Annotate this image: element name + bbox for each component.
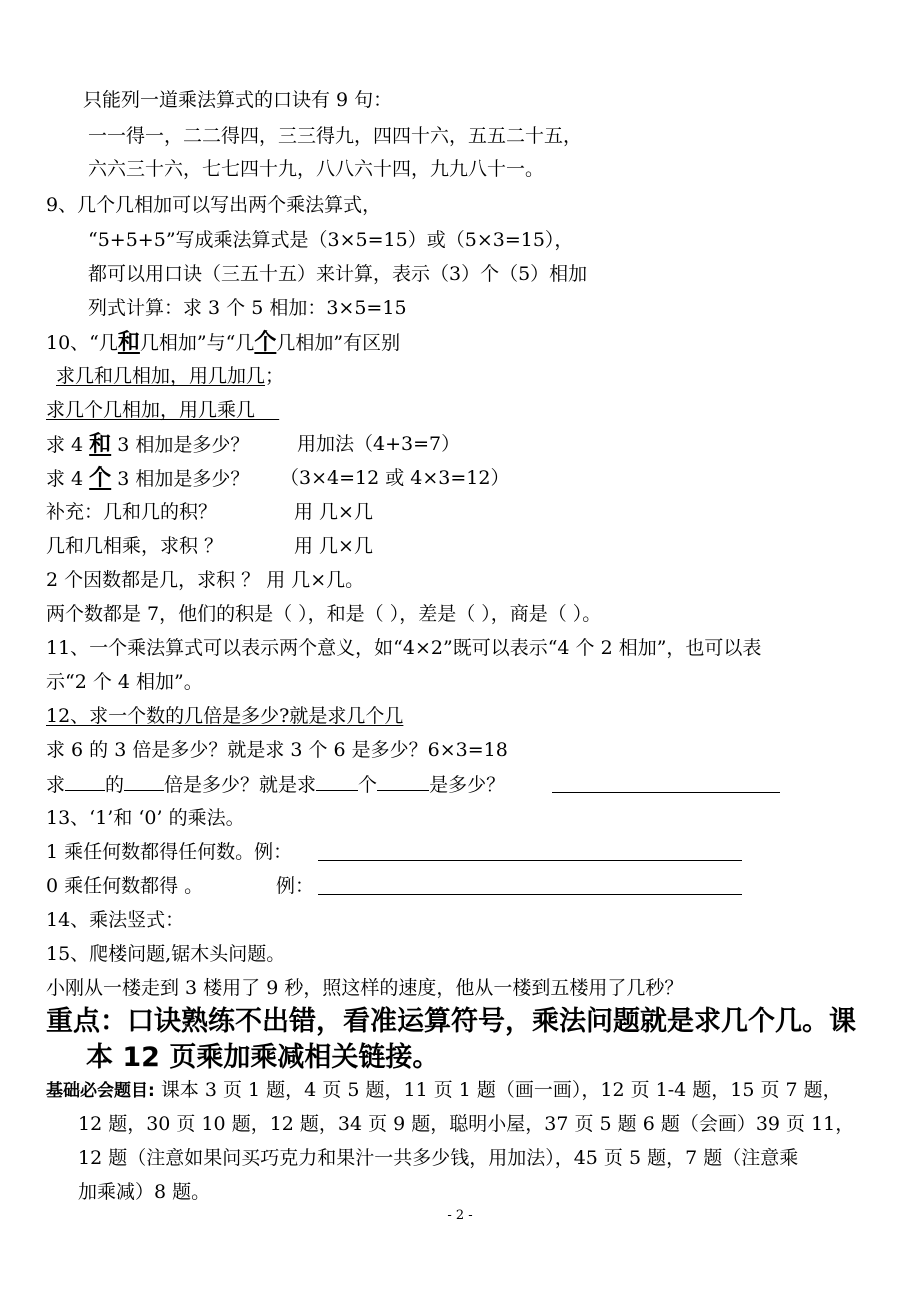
- text-segment: 10、“几: [46, 332, 118, 354]
- key-point-line: 重点：口诀熟练不出错，看准运算符号，乘法问题就是求几个几。课: [46, 1006, 856, 1037]
- basics-line: 12 题，30 页 10 题，12 题，34 页 9 题，聪明小屋，37 页 5 题 6 题（会画）39 页 11，: [78, 1113, 855, 1135]
- text-segment: 课本 3 页 1 题，4 页 5 题，11 页 1 题（画一画），12 页 1-4 题，15 页 7 题，: [154, 1079, 842, 1101]
- section-heading-14: 14、乘法竖式：: [46, 909, 185, 931]
- underlined-text: 12、求一个数的几倍是多少?就是求几个几: [46, 705, 404, 727]
- text-line: 用 几×几: [294, 535, 373, 557]
- blank-line: [316, 772, 358, 791]
- text-line: 六六三十六，七七四十九，八八六十四，九九八十一。: [88, 158, 545, 180]
- basics-line: [46, 1078, 842, 1103]
- basics-line: 12 题（注意如果问买巧克力和果汁一共多少钱，用加法），45 页 5 题，7 题（注意乘: [78, 1147, 799, 1169]
- section-heading-12: [46, 704, 403, 728]
- answer-blank: [318, 842, 742, 861]
- text-segment: 求 4: [46, 434, 90, 456]
- basics-label: 基础必会题目:: [46, 1081, 155, 1101]
- text-segment: 几相加”与“几: [139, 332, 255, 354]
- text-segment: 几相加”有区别: [276, 332, 401, 354]
- emphasis-ge: 个: [254, 329, 277, 355]
- underlined-text: 求几个几相加，用几乘几: [46, 399, 256, 421]
- text-line: 2 个因数都是几，求积 ？ 用 几×几。: [46, 569, 365, 591]
- section-heading-15: 15、爬楼问题,锯木头问题。: [46, 943, 286, 965]
- text-line: 0 乘任何数都得 。: [46, 875, 204, 897]
- text-line: 例：: [276, 875, 315, 897]
- text-line: 1 乘任何数都得任何数。例：: [46, 841, 293, 863]
- text-line: [46, 432, 249, 457]
- answer-blank: [318, 876, 742, 895]
- section-heading-9: 9、几个几相加可以写出两个乘法算式，: [46, 194, 382, 216]
- text-line: [46, 466, 249, 491]
- text-line: 两个数都是 7，他们的积是（ ），和是（ ），差是（ ），商是（ ）。: [46, 603, 602, 625]
- text-line: 求 6 的 3 倍是多少？就是求 3 个 6 是多少？6×3=18: [46, 739, 508, 761]
- text-line: 只能列一道乘法算式的口诀有 9 句：: [83, 89, 393, 111]
- text-segment: 3 相加是多少？: [111, 468, 250, 490]
- text-line: 用 几×几: [294, 501, 373, 523]
- section-heading-13: 13、‘1’和 ‘0’ 的乘法。: [46, 807, 245, 829]
- text-segment: 是多少？: [429, 774, 506, 796]
- section-heading-10: [46, 330, 400, 355]
- text-line: 补充：几和几的积？: [46, 501, 218, 523]
- text-line: [46, 398, 279, 422]
- text-line: [56, 364, 284, 388]
- text-line: （3×4=12 或 4×3=12）: [280, 467, 510, 489]
- emphasis-he: 和: [117, 329, 140, 355]
- key-point-line: 本 12 页乘加乘减相关链接。: [86, 1042, 440, 1073]
- text-segment: 3 相加是多少？: [111, 434, 250, 456]
- blank-line: [124, 772, 164, 791]
- text-line: 一一得一，二二得四，三三得九，四四十六，五五二十五，: [88, 125, 583, 147]
- text-line: 小刚从一楼走到 3 楼用了 9 秒，照这样的速度，他从一楼到五楼用了几秒？: [46, 977, 684, 999]
- text-segment: 求: [46, 774, 66, 796]
- blank-line: [65, 772, 105, 791]
- fill-in-line: [46, 772, 505, 797]
- blank-line: [377, 772, 429, 791]
- text-segment: ；: [265, 365, 285, 387]
- text-segment: 个: [358, 774, 378, 796]
- section-heading-11: 11、一个乘法算式可以表示两个意义，如“4×2”既可以表示“4 个 2 相加”，也可以表: [46, 637, 762, 659]
- text-line: 示“2 个 4 相加”。: [46, 671, 203, 693]
- text-segment: 的: [105, 774, 125, 796]
- answer-blank: [552, 774, 780, 793]
- text-segment: 求 4: [46, 468, 90, 490]
- text-line: “5+5+5”写成乘法算式是（3×5=15）或（5×3=15），: [88, 229, 574, 251]
- text-segment: 倍是多少？就是求: [164, 774, 317, 796]
- emphasis-ge: 个: [89, 465, 112, 491]
- basics-line: 加乘减）8 题。: [78, 1181, 211, 1203]
- text-line: 都可以用口诀（三五十五）来计算，表示（3）个（5）相加: [88, 263, 588, 285]
- text-line: 列式计算：求 3 个 5 相加：3×5=15: [88, 297, 407, 319]
- text-line: 用加法（4+3=7）: [297, 433, 461, 455]
- emphasis-he: 和: [89, 431, 112, 457]
- page-number: - 2 -: [447, 1208, 473, 1223]
- underlined-text: 求几和几相加，用几加几: [56, 365, 266, 387]
- text-line: 几和几相乘，求积 ？: [46, 535, 224, 557]
